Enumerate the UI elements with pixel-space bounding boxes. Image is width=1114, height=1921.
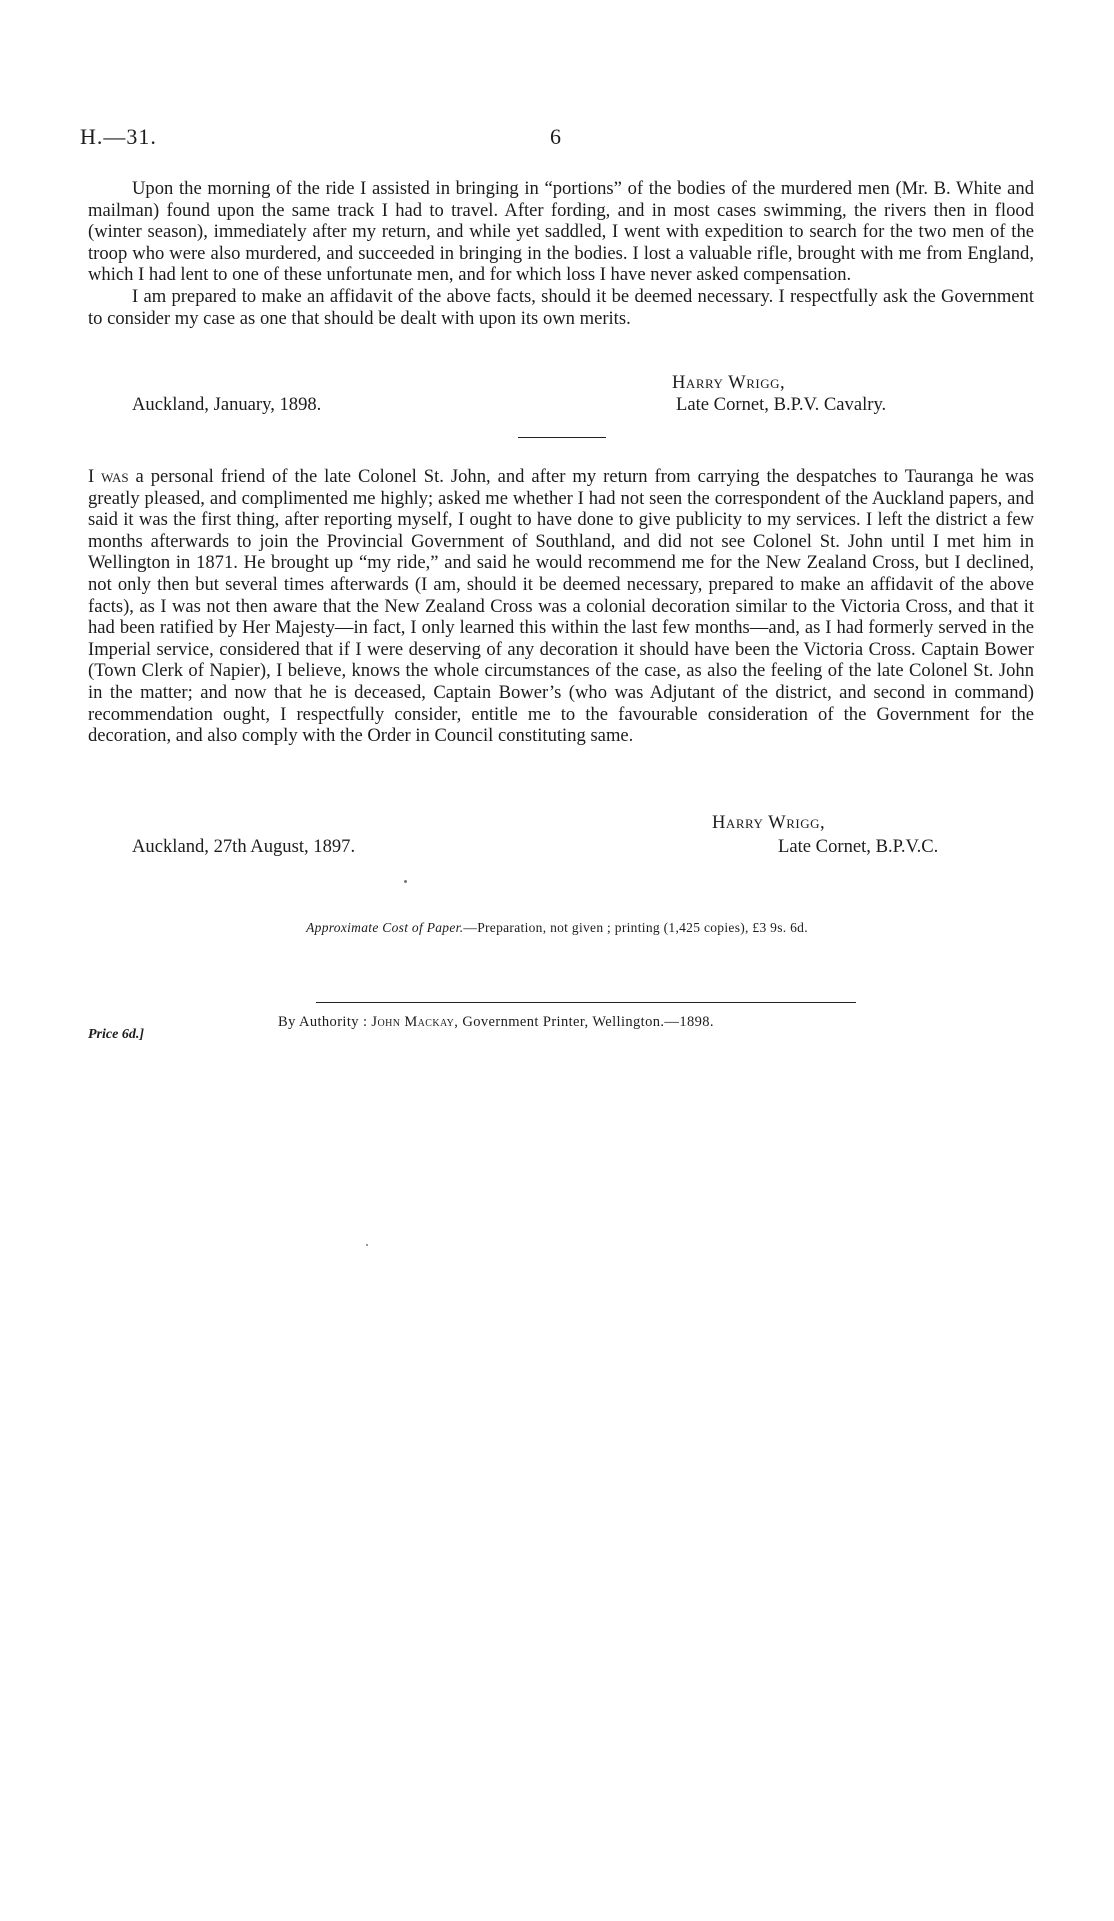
section-divider: [518, 437, 606, 438]
authority-suffix: , Government Printer, Wellington.—1898.: [454, 1014, 714, 1030]
letter-two-place-date: Auckland, 27th August, 1897.: [132, 836, 356, 857]
letter-two-signature-title: Late Cornet, B.P.V.C.: [778, 836, 939, 857]
cost-label: Approximate Cost of Paper.: [306, 920, 464, 935]
letter-one-paragraph-1: Upon the morning of the ride I assisted in bringing in “portions” of the bodies of the murdered men (Mr. B. White and mailman) found upon the same track I had to travel. After fording, and in most cases swimming, the rivers then in flood (winter season), immediately after my return, and while yet saddled, I went with expedition to search for the two men of the troop who were also murdered, and succeeded in bringing in the bodies. I lost a valuable rifle, brought with me from England, which I had lent to one of these unfortunate men, and for which loss I have never asked compensation.: [88, 178, 1034, 286]
letter-one-place-date: Auckland, January, 1898.: [132, 394, 322, 415]
footer-rule: [316, 1002, 856, 1003]
ink-speck: [404, 880, 407, 883]
letter-two: [88, 466, 1034, 747]
cost-of-paper-note: [0, 920, 1114, 936]
letter-one-signature-title: Late Cornet, B.P.V. Cavalry.: [676, 394, 887, 415]
letter-two-paragraph: [88, 466, 1034, 747]
printer-authority: [278, 1014, 714, 1031]
letter-two-signature-name: Harry Wrigg,: [712, 812, 826, 833]
letter-one: [88, 178, 1034, 329]
page-number: 6: [550, 124, 561, 149]
ink-speck: [366, 1244, 368, 1246]
price-note: Price 6d.]: [88, 1027, 144, 1042]
letter-one-paragraph-2: I am prepared to make an affidavit of the above facts, should it be deemed necessary. I respectfully ask the Government to consider my case as one that should be dealt with upon its own merits.: [88, 285, 1034, 329]
document-reference: H.—31.: [80, 124, 157, 149]
authority-prefix: By Authority :: [278, 1014, 372, 1030]
letter-two-lead: I was: [88, 466, 129, 487]
letter-one-signature-name: Harry Wrigg,: [672, 372, 786, 393]
letter-two-body: a personal friend of the late Colonel St. John, and after my return from carrying the despatches to Tauranga he was greatly pleased, and complimented me highly; asked me whether I had not seen the correspondent of the Auckland papers, and said it was the first thing, after reporting myself, I ought to have done to give publicity to my services. I left the district a few months afterwards to join the Provincial Government of Southland, and did not see Colonel St. John until I met him in Wellington in 1871. He brought up “my ride,” and said he would recommend me for the New Zealand Cross, but I declined, not only then but several times afterwards (I am, should it be deemed necessary, prepared to make an affidavit of the above facts), as I was not then aware that the New Zealand Cross was a colonial decoration similar to the Victoria Cross, and that it had been ratified by Her Majesty—in fact, I only learned this within the last few months—and, as I had formerly served in the Imperial service, considered that if I were deserving of any decoration it should have been the Victoria Cross. Captain Bower (Town Clerk of Napier), I believe, knows the whole circumstances of the case, as also the feeling of the late Colonel St. John in the matter; and now that he is deceased, Captain Bower’s (who was Adjutant of the district, and second in command) recommendation ought, I respectfully consider, entitle me to the favourable consideration of the Government for the decoration, and also comply with the Order in Council constituting same.: [88, 466, 1034, 747]
cost-text: —Preparation, not given ; printing (1,425 copies), £3 9s. 6d.: [463, 920, 808, 935]
printer-name: John Mackay: [371, 1014, 455, 1030]
